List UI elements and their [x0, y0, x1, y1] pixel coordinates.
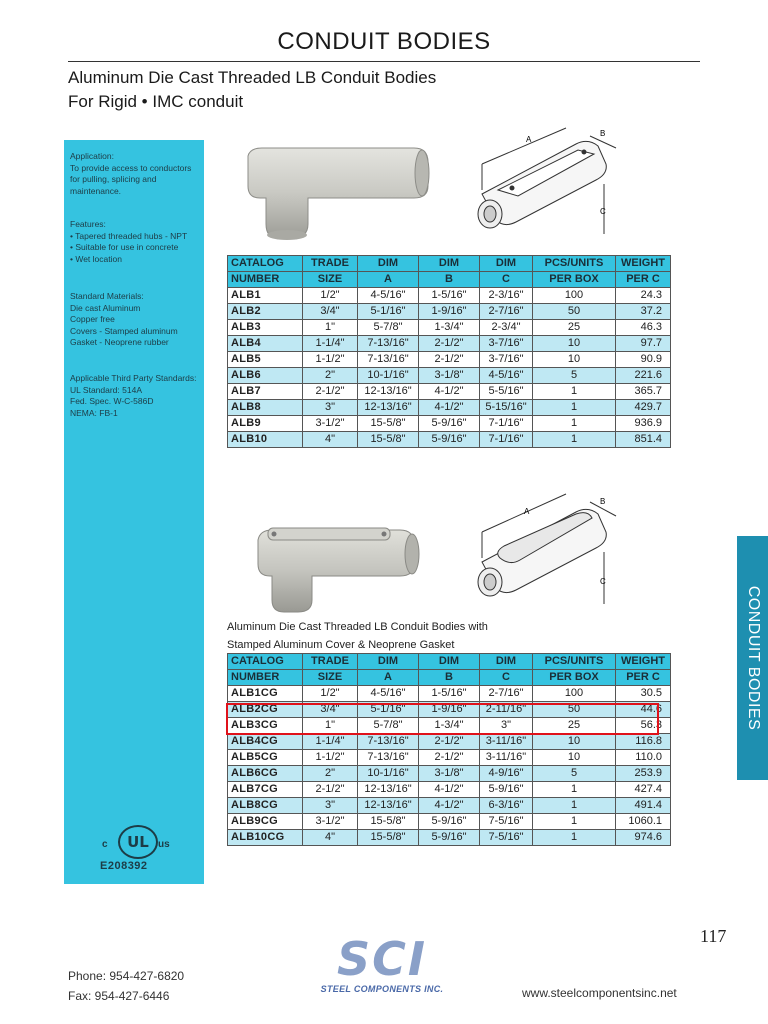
catalog-number-cell: ALB9CG [228, 814, 303, 830]
column-header: PER C [616, 272, 671, 288]
weight-cell: 44.6 [616, 702, 671, 718]
pcs-per-box-cell: 10 [533, 336, 616, 352]
pcs-per-box-cell: 10 [533, 734, 616, 750]
fax-number: Fax: 954-427-6446 [68, 989, 170, 1003]
weight-cell: 56.3 [616, 718, 671, 734]
table-row [228, 782, 671, 798]
catalog-number-cell: ALB4 [228, 336, 303, 352]
dim-a-cell: 15-5/8" [358, 814, 419, 830]
weight-cell: 24.3 [616, 288, 671, 304]
weight-cell: 90.9 [616, 352, 671, 368]
dim-c-label: C [600, 207, 606, 216]
dim-a-label: A [526, 135, 532, 144]
dim-a-cell: 4-5/16" [358, 288, 419, 304]
dim-b-cell: 5-9/16" [419, 432, 480, 448]
pcs-per-box-cell: 25 [533, 320, 616, 336]
dim-b-label: B [600, 497, 606, 506]
dim-b-cell: 4-1/2" [419, 400, 480, 416]
column-header: PCS/UNITS [533, 256, 616, 272]
table-row [228, 352, 671, 368]
table-row [228, 400, 671, 416]
dim-b-cell: 4-1/2" [419, 782, 480, 798]
dim-c-cell: 7-5/16" [480, 814, 533, 830]
pcs-per-box-cell: 1 [533, 798, 616, 814]
column-header: CATALOG [228, 256, 303, 272]
column-header: CATALOG [228, 654, 303, 670]
dim-b-cell: 3-1/8" [419, 766, 480, 782]
page-number: 117 [700, 926, 727, 946]
lb-spec-table [227, 255, 671, 448]
standard-item: UL Standard: 514A [70, 384, 142, 395]
trade-size-cell: 1" [303, 320, 358, 336]
pcs-per-box-cell: 1 [533, 384, 616, 400]
weight-cell: 110.0 [616, 750, 671, 766]
dim-a-cell: 7-13/16" [358, 750, 419, 766]
dim-c-cell: 7-5/16" [480, 830, 533, 846]
catalog-number-cell: ALB3CG [228, 718, 303, 734]
table-row [228, 336, 671, 352]
column-header: SIZE [303, 670, 358, 686]
logo-text: SCI [336, 932, 427, 986]
weight-cell: 427.4 [616, 782, 671, 798]
weight-cell: 429.7 [616, 400, 671, 416]
catalog-number-cell: ALB2CG [228, 702, 303, 718]
trade-size-cell: 2-1/2" [303, 782, 358, 798]
column-header: WEIGHT [616, 256, 671, 272]
dim-c-cell: 7-1/16" [480, 416, 533, 432]
caption-line-1: Aluminum Die Cast Threaded LB Conduit Bodies with [227, 621, 488, 633]
weight-cell: 46.3 [616, 320, 671, 336]
catalog-number-cell: ALB1CG [228, 686, 303, 702]
dim-a-cell: 7-13/16" [358, 734, 419, 750]
catalog-number-cell: ALB10CG [228, 830, 303, 846]
column-header: PER BOX [533, 272, 616, 288]
pcs-per-box-cell: 50 [533, 304, 616, 320]
table-row [228, 734, 671, 750]
pcs-per-box-cell: 100 [533, 686, 616, 702]
column-header: DIM [480, 654, 533, 670]
dim-c-cell: 3" [480, 718, 533, 734]
trade-size-cell: 1/2" [303, 288, 358, 304]
dim-b-cell: 3-1/8" [419, 368, 480, 384]
materials-heading: Standard Materials: [70, 291, 144, 301]
table-header-row [228, 670, 671, 686]
column-header: DIM [358, 654, 419, 670]
trade-size-cell: 3/4" [303, 702, 358, 718]
table-header-row [228, 272, 671, 288]
column-header: TRADE [303, 256, 358, 272]
dim-a-cell: 15-5/8" [358, 830, 419, 846]
pcs-per-box-cell: 1 [533, 814, 616, 830]
table-row [228, 830, 671, 846]
dim-a-cell: 12-13/16" [358, 798, 419, 814]
column-header: B [419, 272, 480, 288]
side-tab-label: CONDUIT BODIES [744, 585, 762, 731]
table-row [228, 416, 671, 432]
dim-a-cell: 12-13/16" [358, 400, 419, 416]
catalog-number-cell: ALB10 [228, 432, 303, 448]
pcs-per-box-cell: 1 [533, 400, 616, 416]
catalog-number-cell: ALB5 [228, 352, 303, 368]
dim-a-cell: 12-13/16" [358, 384, 419, 400]
trade-size-cell: 4" [303, 432, 358, 448]
column-header: DIM [480, 256, 533, 272]
column-header: NUMBER [228, 670, 303, 686]
catalog-number-cell: ALB5CG [228, 750, 303, 766]
dim-a-cell: 10-1/16" [358, 368, 419, 384]
table-row [228, 432, 671, 448]
dim-a-cell: 7-13/16" [358, 352, 419, 368]
column-header: C [480, 670, 533, 686]
catalog-number-cell: ALB6 [228, 368, 303, 384]
pcs-per-box-cell: 1 [533, 830, 616, 846]
dim-b-cell: 1-9/16" [419, 304, 480, 320]
weight-cell: 491.4 [616, 798, 671, 814]
standard-item: Fed. Spec. W-C-586D [70, 396, 154, 406]
dim-b-cell: 2-1/2" [419, 750, 480, 766]
column-header: A [358, 670, 419, 686]
dim-c-cell: 3-11/16" [480, 750, 533, 766]
dim-c-cell: 2-3/16" [480, 288, 533, 304]
column-header: PER BOX [533, 670, 616, 686]
pcs-per-box-cell: 5 [533, 368, 616, 384]
weight-cell: 37.2 [616, 304, 671, 320]
column-header: B [419, 670, 480, 686]
dim-b-cell: 5-9/16" [419, 830, 480, 846]
dim-b-cell: 1-5/16" [419, 288, 480, 304]
weight-cell: 221.6 [616, 368, 671, 384]
feature-item: • Tapered threaded hubs - NPT [70, 230, 188, 241]
dim-a-label: A [524, 507, 530, 516]
trade-size-cell: 2" [303, 368, 358, 384]
dim-c-label: C [600, 577, 606, 586]
material-item: Gasket - Neoprene rubber [70, 337, 169, 347]
dim-c-cell: 3-7/16" [480, 352, 533, 368]
catalog-number-cell: ALB7CG [228, 782, 303, 798]
trade-size-cell: 1/2" [303, 686, 358, 702]
feature-item: • Wet location [70, 253, 122, 264]
trade-size-cell: 4" [303, 830, 358, 846]
application-section [70, 151, 202, 197]
column-header: WEIGHT [616, 654, 671, 670]
weight-cell: 1060.1 [616, 814, 671, 830]
dim-c-cell: 5-9/16" [480, 782, 533, 798]
lb-dimension-diagram [466, 124, 646, 248]
dim-a-cell: 15-5/8" [358, 416, 419, 432]
column-header: TRADE [303, 654, 358, 670]
dim-b-cell: 2-1/2" [419, 336, 480, 352]
dim-c-cell: 4-9/16" [480, 766, 533, 782]
page-title: CONDUIT BODIES [277, 28, 491, 55]
subtitle [68, 66, 436, 114]
dim-b-cell: 5-9/16" [419, 814, 480, 830]
catalog-number-cell: ALB8 [228, 400, 303, 416]
dim-c-cell: 4-5/16" [480, 368, 533, 384]
table-row [228, 686, 671, 702]
catalog-number-cell: ALB7 [228, 384, 303, 400]
dim-c-cell: 5-5/16" [480, 384, 533, 400]
dim-b-cell: 1-3/4" [419, 320, 480, 336]
material-item: Die cast Aluminum [70, 302, 141, 313]
dim-c-cell: 6-3/16" [480, 798, 533, 814]
material-item: Covers - Stamped aluminum [70, 325, 178, 336]
standard-item: NEMA: FB-1 [70, 407, 118, 418]
weight-cell: 974.6 [616, 830, 671, 846]
column-header: PCS/UNITS [533, 654, 616, 670]
column-header: DIM [358, 256, 419, 272]
column-header: DIM [419, 654, 480, 670]
catalog-number-cell: ALB8CG [228, 798, 303, 814]
trade-size-cell: 3-1/2" [303, 814, 358, 830]
table-row [228, 384, 671, 400]
weight-cell: 116.8 [616, 734, 671, 750]
dim-c-cell: 2-7/16" [480, 686, 533, 702]
standards-section [70, 373, 202, 419]
dim-a-cell: 10-1/16" [358, 766, 419, 782]
trade-size-cell: 2" [303, 766, 358, 782]
weight-cell: 851.4 [616, 432, 671, 448]
dim-c-cell: 3-11/16" [480, 734, 533, 750]
dim-c-cell: 2-11/16" [480, 702, 533, 718]
lb-conduit-body-with-cover-photo [250, 524, 430, 616]
dim-c-cell: 5-15/16" [480, 400, 533, 416]
subtitle-line-2: For Rigid • IMC conduit [68, 92, 244, 111]
caption-line-2: Stamped Aluminum Cover & Neoprene Gasket [227, 639, 455, 651]
features-heading: Features: [70, 219, 106, 229]
info-sidebar [64, 140, 204, 884]
ul-file-number: E208392 [100, 860, 148, 872]
table-row [228, 368, 671, 384]
pcs-per-box-cell: 1 [533, 782, 616, 798]
column-header: PER C [616, 670, 671, 686]
dim-c-cell: 2-7/16" [480, 304, 533, 320]
lbcg-spec-table [227, 653, 671, 846]
pcs-per-box-cell: 1 [533, 416, 616, 432]
trade-size-cell: 2-1/2" [303, 384, 358, 400]
dim-a-cell: 15-5/8" [358, 432, 419, 448]
catalog-number-cell: ALB3 [228, 320, 303, 336]
dim-c-cell: 3-7/16" [480, 336, 533, 352]
sci-logo [312, 932, 452, 998]
contact-info [68, 966, 184, 1006]
lb-conduit-body-photo [236, 140, 436, 244]
dim-b-cell: 1-3/4" [419, 718, 480, 734]
ul-mark-icon: UL [118, 825, 158, 859]
dim-b-cell: 1-9/16" [419, 702, 480, 718]
dim-a-cell: 7-13/16" [358, 336, 419, 352]
dim-b-cell: 4-1/2" [419, 798, 480, 814]
dim-a-cell: 5-7/8" [358, 320, 419, 336]
website-link[interactable]: www.steelcomponentsinc.net [522, 986, 677, 1000]
trade-size-cell: 3" [303, 798, 358, 814]
catalog-number-cell: ALB1 [228, 288, 303, 304]
table-row [228, 798, 671, 814]
column-header: DIM [419, 256, 480, 272]
dim-b-cell: 5-9/16" [419, 416, 480, 432]
lb-cover-dimension-diagram [466, 486, 646, 616]
weight-cell: 936.9 [616, 416, 671, 432]
trade-size-cell: 3" [303, 400, 358, 416]
dim-a-cell: 5-7/8" [358, 718, 419, 734]
dim-a-cell: 4-5/16" [358, 686, 419, 702]
logo-subtext: STEEL COMPONENTS INC. [320, 984, 444, 994]
weight-cell: 30.5 [616, 686, 671, 702]
application-text: To provide access to conductors for pulling, splicing and maintenance. [70, 162, 192, 196]
table-2-caption [227, 618, 488, 654]
standards-heading: Applicable Third Party Standards: [70, 373, 197, 383]
ul-us-mark: us [158, 839, 170, 850]
trade-size-cell: 3-1/2" [303, 416, 358, 432]
table-row [228, 814, 671, 830]
dim-a-cell: 5-1/16" [358, 304, 419, 320]
catalog-number-cell: ALB4CG [228, 734, 303, 750]
trade-size-cell: 1-1/2" [303, 750, 358, 766]
catalog-number-cell: ALB6CG [228, 766, 303, 782]
phone-number: Phone: 954-427-6820 [68, 969, 185, 983]
dim-a-cell: 5-1/16" [358, 702, 419, 718]
table-row [228, 288, 671, 304]
pcs-per-box-cell: 10 [533, 750, 616, 766]
materials-section [70, 291, 202, 349]
features-section [70, 219, 202, 265]
column-header: SIZE [303, 272, 358, 288]
trade-size-cell: 1" [303, 718, 358, 734]
dim-c-cell: 2-3/4" [480, 320, 533, 336]
dim-b-label: B [600, 129, 606, 138]
feature-item: • Suitable for use in concrete [70, 242, 179, 252]
trade-size-cell: 1-1/4" [303, 336, 358, 352]
column-header: A [358, 272, 419, 288]
title-rule [68, 61, 700, 62]
material-item: Copper free [70, 314, 115, 324]
table-header-row [228, 256, 671, 272]
highlight-box [226, 703, 659, 735]
column-header: C [480, 272, 533, 288]
pcs-per-box-cell: 50 [533, 702, 616, 718]
column-header: NUMBER [228, 272, 303, 288]
weight-cell: 253.9 [616, 766, 671, 782]
table-row [228, 304, 671, 320]
dim-c-cell: 7-1/16" [480, 432, 533, 448]
trade-size-cell: 3/4" [303, 304, 358, 320]
table-row [228, 766, 671, 782]
dim-b-cell: 2-1/2" [419, 352, 480, 368]
dim-b-cell: 4-1/2" [419, 384, 480, 400]
pcs-per-box-cell: 1 [533, 432, 616, 448]
table-header-row [228, 654, 671, 670]
trade-size-cell: 1-1/4" [303, 734, 358, 750]
application-heading: Application: [70, 151, 114, 161]
table-row [228, 750, 671, 766]
weight-cell: 97.7 [616, 336, 671, 352]
table-row [228, 320, 671, 336]
dim-a-cell: 12-13/16" [358, 782, 419, 798]
subtitle-line-1: Aluminum Die Cast Threaded LB Conduit Bodies [68, 68, 437, 87]
catalog-number-cell: ALB9 [228, 416, 303, 432]
dim-b-cell: 2-1/2" [419, 734, 480, 750]
section-side-tab[interactable] [737, 536, 768, 780]
ul-c-mark: c [102, 839, 108, 850]
pcs-per-box-cell: 5 [533, 766, 616, 782]
weight-cell: 365.7 [616, 384, 671, 400]
pcs-per-box-cell: 100 [533, 288, 616, 304]
dim-b-cell: 1-5/16" [419, 686, 480, 702]
trade-size-cell: 1-1/2" [303, 352, 358, 368]
pcs-per-box-cell: 10 [533, 352, 616, 368]
pcs-per-box-cell: 25 [533, 718, 616, 734]
catalog-number-cell: ALB2 [228, 304, 303, 320]
